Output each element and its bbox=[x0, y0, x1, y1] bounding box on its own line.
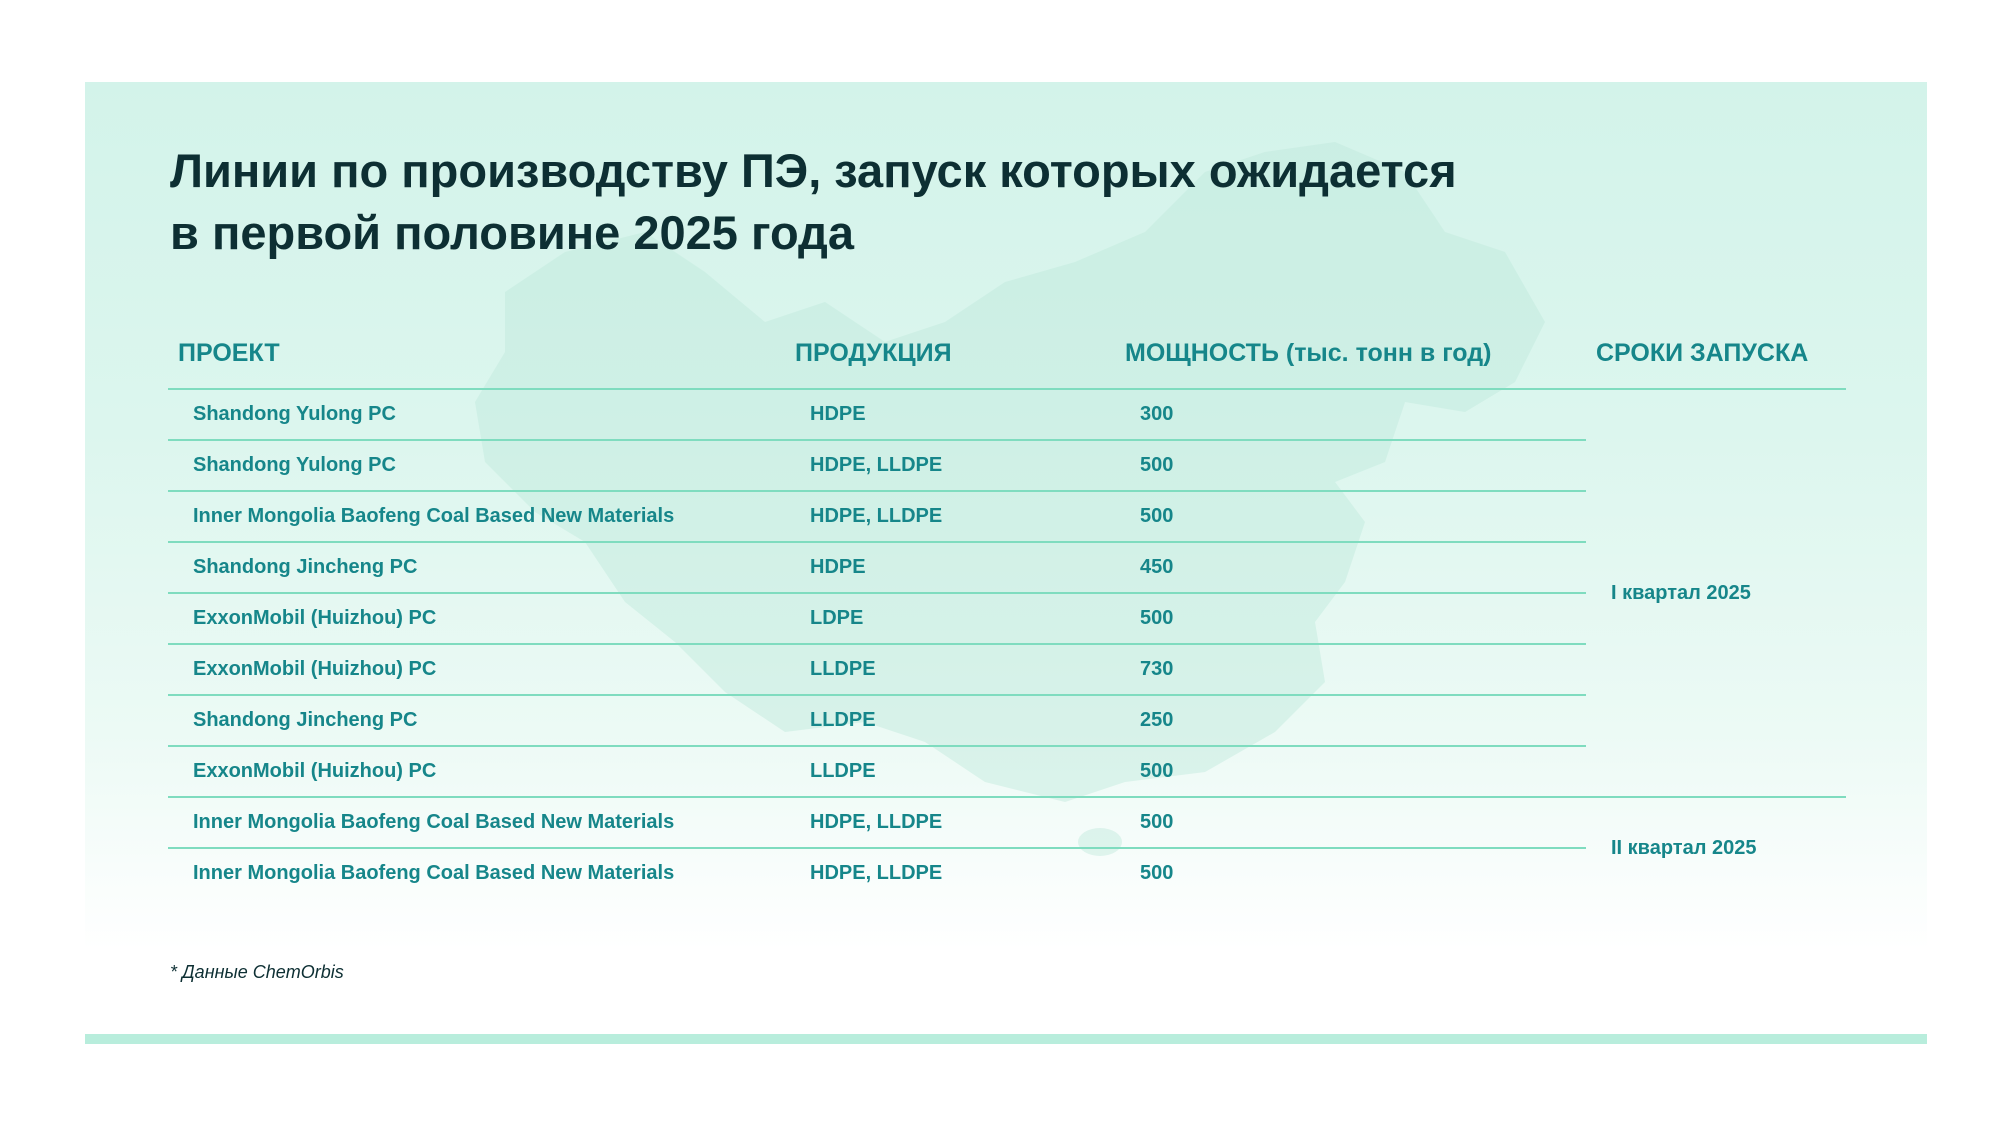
product-cell: LLDPE bbox=[785, 695, 1115, 746]
project-cell: ExxonMobil (Huizhou) PC bbox=[168, 746, 785, 797]
project-cell: Inner Mongolia Baofeng Coal Based New Materials bbox=[168, 797, 785, 848]
product-cell: HDPE bbox=[785, 389, 1115, 440]
project-cell: ExxonMobil (Huizhou) PC bbox=[168, 593, 785, 644]
capacity-cell: 500 bbox=[1115, 491, 1586, 542]
content-card bbox=[85, 82, 1927, 982]
project-cell: ExxonMobil (Huizhou) PC bbox=[168, 644, 785, 695]
table-header-row bbox=[168, 318, 1846, 389]
product-cell: HDPE, LLDPE bbox=[785, 491, 1115, 542]
title-line-2: в первой половине 2025 года bbox=[170, 206, 855, 259]
capacity-cell: 500 bbox=[1140, 862, 1174, 884]
product-cell: LLDPE bbox=[785, 644, 1115, 695]
project-cell: Inner Mongolia Baofeng Coal Based New Materials bbox=[193, 862, 675, 884]
page-title bbox=[170, 140, 1670, 264]
product-cell: LDPE bbox=[785, 593, 1115, 644]
period-cell-q2: II квартал 2025 bbox=[1611, 836, 1757, 859]
project-cell: Shandong Jincheng PC bbox=[168, 542, 785, 593]
project-cell: Inner Mongolia Baofeng Coal Based New Materials bbox=[168, 491, 785, 542]
product-cell: LLDPE bbox=[785, 746, 1115, 797]
source-footnote: * Данные ChemOrbis bbox=[170, 962, 344, 982]
table-row bbox=[168, 797, 1846, 848]
column-header-period: СРОКИ ЗАПУСКА bbox=[1586, 318, 1846, 389]
project-cell: Shandong Yulong PC bbox=[168, 440, 785, 491]
product-cell: HDPE bbox=[785, 542, 1115, 593]
column-header-project: ПРОЕКТ bbox=[168, 318, 785, 389]
capacity-cell: 500 bbox=[1115, 440, 1586, 491]
capacity-cell: 730 bbox=[1115, 644, 1586, 695]
title-line-1: Линии по производству ПЭ, запуск которых ожидается bbox=[170, 144, 1457, 197]
product-cell: HDPE, LLDPE bbox=[785, 797, 1115, 848]
product-cell: HDPE, LLDPE bbox=[785, 440, 1115, 491]
capacity-cell: 500 bbox=[1115, 593, 1586, 644]
bottom-accent-bar bbox=[85, 1034, 1927, 1044]
table-row bbox=[168, 389, 1846, 440]
capacity-cell: 500 bbox=[1115, 746, 1586, 797]
capacity-cell: 300 bbox=[1115, 389, 1586, 440]
capacity-cell: 450 bbox=[1115, 542, 1586, 593]
period-cell-q1: I квартал 2025 bbox=[1586, 389, 1846, 797]
capacity-cell: 500 bbox=[1115, 797, 1586, 848]
product-cell: HDPE, LLDPE bbox=[810, 862, 943, 884]
capacity-cell: 250 bbox=[1115, 695, 1586, 746]
project-cell: Shandong Jincheng PC bbox=[168, 695, 785, 746]
capacity-table bbox=[168, 318, 1846, 898]
column-header-capacity: МОЩНОСТЬ (тыс. тонн в год) bbox=[1115, 318, 1586, 389]
column-header-product: ПРОДУКЦИЯ bbox=[785, 318, 1115, 389]
project-cell: Shandong Yulong PC bbox=[168, 389, 785, 440]
